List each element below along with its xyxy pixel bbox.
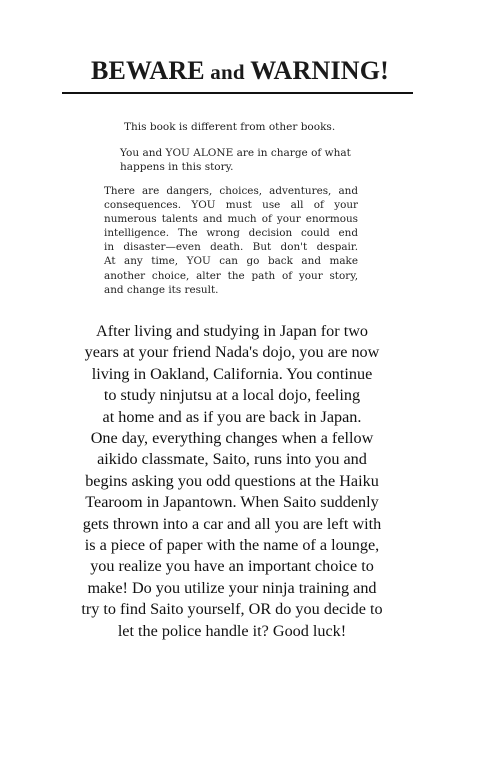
story-line: at home and as if you are back in Japan. bbox=[102, 407, 362, 426]
page-title bbox=[70, 56, 410, 86]
story-line: make! Do you utilize your ninja training and bbox=[87, 578, 377, 597]
intro-line: and change its result. bbox=[104, 283, 219, 296]
intro-line: another choice, alter the path of your story, bbox=[104, 269, 358, 282]
title-underline bbox=[62, 92, 413, 94]
intro-line: intelligence. The wrong decision could end bbox=[104, 227, 358, 240]
intro-line: You and YOU ALONE are in charge of what bbox=[120, 147, 351, 159]
title-beware: BEWARE bbox=[90, 56, 205, 85]
story-line: After living and studying in Japan for two bbox=[96, 322, 368, 340]
story-line: you realize you have an important choice to bbox=[90, 557, 374, 576]
intro-paragraph-3 bbox=[104, 184, 358, 297]
intro-paragraph-2 bbox=[120, 146, 351, 174]
story-paragraph bbox=[62, 321, 402, 642]
intro-line: numerous talents and much of your enormous bbox=[104, 213, 358, 226]
intro-line: in disaster—even death. But don't despair. bbox=[104, 241, 358, 254]
title-warning: WARNING! bbox=[250, 56, 390, 85]
story-line: aikido classmate, Saito, runs into you and bbox=[97, 450, 367, 469]
story-line: try to find Saito yourself, OR do you decide to bbox=[81, 600, 383, 619]
story-line: living in Oakland, California. You continue bbox=[91, 364, 373, 383]
story-line: to study ninjutsu at a local dojo, feeling bbox=[103, 386, 361, 405]
story-line: let the police handle it? Good luck! bbox=[117, 621, 347, 640]
story-line: years at your friend Nada's dojo, you are now bbox=[84, 343, 380, 362]
title-and: and bbox=[204, 60, 251, 84]
intro-line: There are dangers, choices, adventures, and bbox=[104, 185, 358, 197]
intro-line: At any time, YOU can go back and make bbox=[104, 255, 358, 268]
story-line: is a piece of paper with the name of a lounge, bbox=[84, 536, 380, 555]
story-line: One day, everything changes when a fellow bbox=[90, 429, 374, 448]
intro-line: consequences. YOU must use all of your bbox=[104, 199, 358, 212]
intro-line: This book is different from other books. bbox=[124, 121, 336, 133]
story-line: begins asking you odd questions at the Haiku bbox=[85, 471, 379, 490]
story-line: gets thrown into a car and all you are left with bbox=[82, 514, 382, 533]
intro-paragraph-1 bbox=[124, 121, 335, 133]
story-line: Tearoom in Japantown. When Saito suddenly bbox=[85, 493, 379, 512]
intro-line: happens in this story. bbox=[120, 161, 234, 173]
